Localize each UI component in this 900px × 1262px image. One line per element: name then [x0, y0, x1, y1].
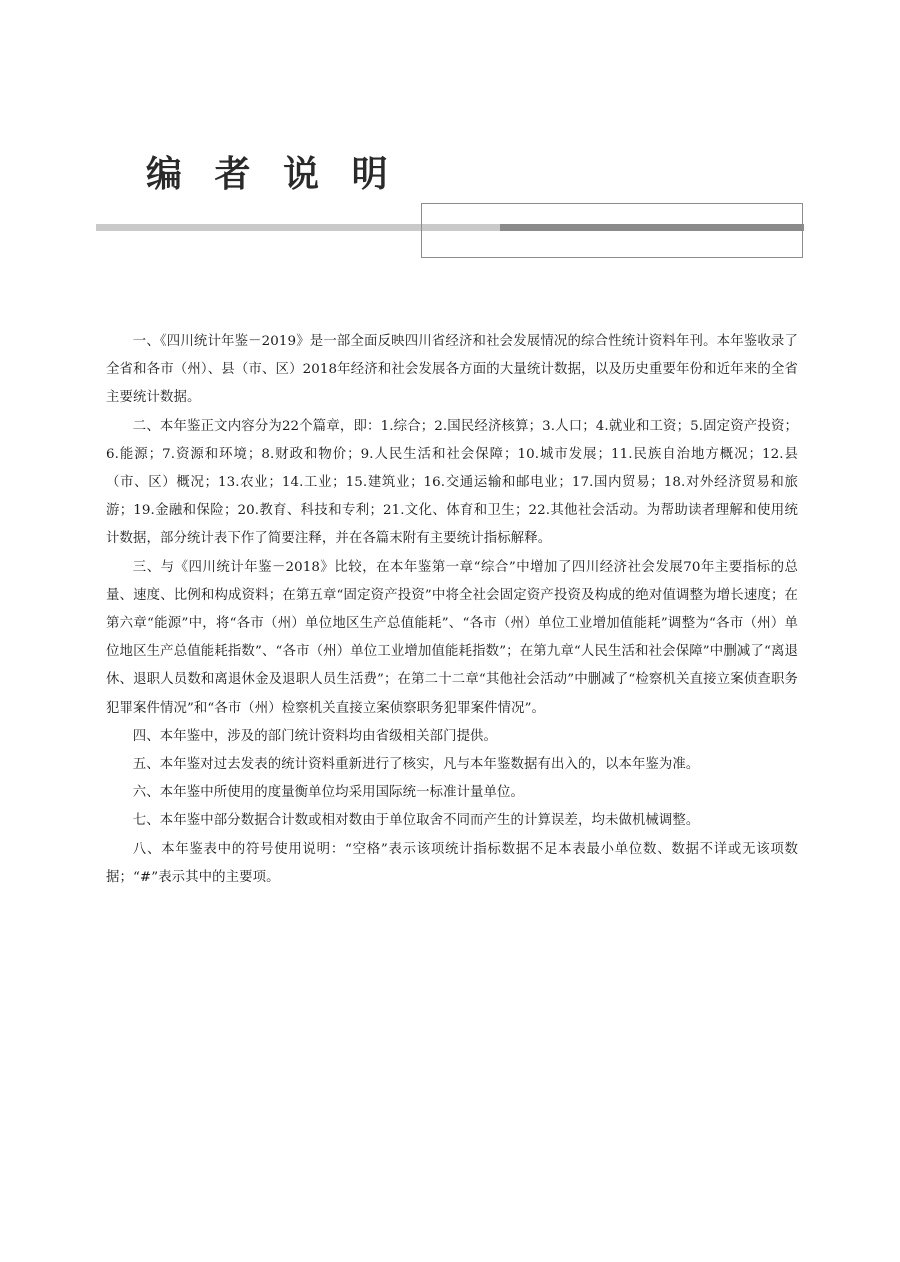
body-text [106, 328, 798, 892]
paragraph-7: 七、本年鉴中部分数据合计数或相对数由于单位取舍不同而产生的计算误差，均未做机械调整。 [132, 813, 700, 829]
decorative-frame [421, 203, 803, 258]
paragraph-3: 三、与《四川统计年鉴－2018》比较，在本年鉴第一章“综合”中增加了四川经济社会发展70年主要指标的总量、速度、比例和构成资料；在第五章“固定资产投资”中将全社会固定资产投资及构成的绝对值调整为增长速度；在第六章“能源”中，将“各市（州）单位地区生产总值能耗”、“各市（州）单位工业增加值能耗”调整为“各市（州）单位地区生产总值能耗指数”、“各市（州）单位工业增加值能耗指数”；在第九章“人民生活和社会保障”中删减了“离退休、退职人员数和离退休金及退职人员生活费”；在第二十二章“其他社会活动”中删减了“检察机关直接立案侦查职务犯罪案件情况”和“各市（州）检察机关直接立案侦察职务犯罪案件情况”。 [106, 559, 798, 716]
paragraph-5: 五、本年鉴对过去发表的统计资料重新进行了核实，凡与本年鉴数据有出入的，以本年鉴为准。 [132, 757, 700, 773]
paragraph-1: 一、《四川统计年鉴－2019》是一部全面反映四川省经济和社会发展情况的综合性统计资料年刊。本年鉴收录了全省和各市（州）、县（市、区）2018年经济和社会发展各方面的大量统计数据，以及历史重要年份和近年来的全省主要统计数据。 [106, 334, 798, 406]
paragraph-8: 八、本年鉴表中的符号使用说明：“空格”表示该项统计指标数据不足本表最小单位数、数据不详或无该项数据；“#”表示其中的主要项。 [106, 841, 798, 885]
paragraph-2: 二、本年鉴正文内容分为22个篇章，即：1.综合；2.国民经济核算；3.人口；4.就业和工资；5.固定资产投资；6.能源；7.资源和环境；8.财政和物价；9.人民生活和社会保障；10.城市发展；11.民族自治地方概况；12.县（市、区）概况；13.农业；14.工业；15.建筑业；16.交通运输和邮电业；17.国内贸易；18.对外经济贸易和旅游；19.金融和保险；20.教育、科技和专利；21.文化、体育和卫生；22.其他社会活动。为帮助读者理解和使用统计数据，部分统计表下作了简要注释，并在各篇末附有主要统计指标解释。 [106, 418, 798, 547]
paragraph-4: 四、本年鉴中，涉及的部门统计资料均由省级相关部门提供。 [132, 728, 498, 744]
page-title: 编 者 说 明 [146, 154, 398, 195]
paragraph-6: 六、本年鉴中所使用的度量衡单位均采用国际统一标准计量单位。 [132, 785, 525, 801]
